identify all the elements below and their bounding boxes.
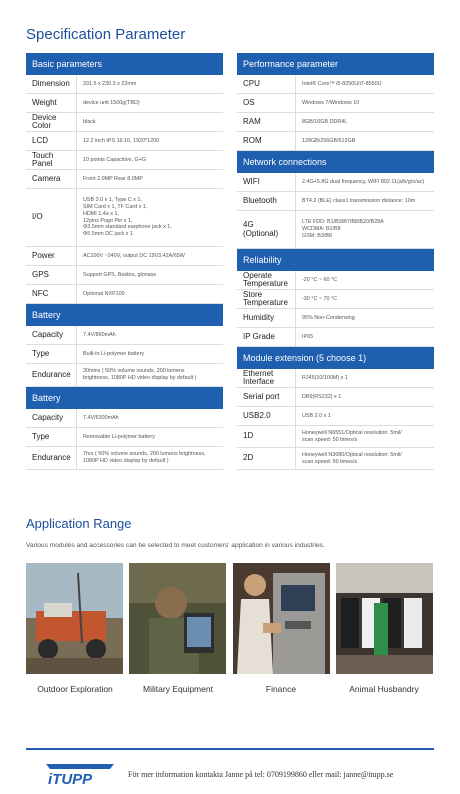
spec-label: USB2.0: [243, 410, 271, 420]
spec-row-ip-grade: [237, 328, 434, 347]
spec-row-endurance: [26, 364, 223, 387]
spec-label: 4G (Optional): [243, 220, 279, 238]
spec-label: LCD: [32, 135, 49, 145]
spec-row-rom: [237, 132, 434, 151]
spec-row-lcd: [26, 132, 223, 151]
spec-value: Intel® Core™ i5-8250U/i7-8550U: [302, 80, 382, 87]
spec-value: Support GPS, Beidou, glonass: [83, 271, 157, 278]
outdoor-exploration-photo: [26, 563, 123, 674]
section-heading-basic: Basic parameters: [26, 53, 223, 75]
spec-label: Camera: [32, 173, 61, 183]
spec-value: -30 °C ~ 70 °C: [302, 295, 338, 302]
spec-value: 7.4V/6300mAh: [83, 414, 119, 421]
spec-value: IP65: [302, 333, 314, 340]
spec-label: Capacity: [32, 329, 64, 339]
spec-value: BT4.2 (BLE) class1 transmission distance: 10m: [302, 197, 416, 204]
application-caption: Finance: [265, 684, 297, 694]
spec-label: Device Color: [32, 112, 57, 130]
spec-row-usb2: [237, 407, 434, 426]
spec-value: Windows 7/Windows 10: [302, 99, 360, 106]
spec-value: Honeywell N3680/Optical resolution: 5mil/ scan speed: 50 times/s: [302, 451, 402, 465]
spec-row-endurance: [26, 447, 223, 470]
spec-row-humidity: [237, 309, 434, 328]
spec-row-power: [26, 247, 223, 266]
spec-value: device unit 1500g(TBD): [83, 99, 140, 106]
spec-value: USB 2.0 x 1: [302, 412, 331, 419]
spec-label: 1D: [243, 431, 254, 441]
spec-value: 7hrs ( 50% volume sounds, 200 lumens brightness, 1080P HD video display by default ): [83, 451, 206, 464]
page-title: Specification Parameter: [26, 26, 186, 43]
spec-row-2d: [237, 448, 434, 470]
spec-label: Humidity: [243, 312, 275, 322]
right-spec-column: [237, 53, 434, 470]
spec-label: Power: [32, 250, 55, 260]
spec-label: Weight: [32, 97, 57, 107]
spec-value: 2.4G+5.8G dual frequency, WIFI 802.11(a/b/g/n/ac): [302, 178, 425, 185]
section-heading-battery: Battery: [26, 304, 223, 326]
spec-label: OS: [243, 97, 255, 107]
spec-row-nfc: [26, 285, 223, 304]
spec-label: Type: [32, 431, 50, 441]
spec-row-operate-temp: [237, 271, 434, 290]
spec-label: Type: [32, 348, 50, 358]
application-range-title: Application Range: [26, 516, 132, 531]
spec-value: Front 2.0MP Rear 8.0MP: [83, 175, 143, 182]
application-caption: Outdoor Exploration: [37, 684, 113, 694]
section-heading-module-extension: Module extension (5 choose 1): [237, 347, 434, 369]
spec-label: ROM: [243, 135, 262, 145]
spec-row-gps: [26, 266, 223, 285]
spec-row-4g: [237, 211, 434, 249]
spec-label: GPS: [32, 269, 49, 279]
spec-value: USB 3.0 x 1, Type C x 1, SIM Card x 1, TF Card x 1, HDMI 1.4a x 1, 12pins Pogo Pin x 1, Φ3.5mm standard earphone jack x 1, Φ5.5mm DC jack x 1: [83, 197, 172, 237]
spec-value: 10 points Capacitive, G+G: [83, 156, 147, 163]
footer-divider: [26, 748, 434, 750]
footer-contact-text: För mer information kontakta Janne på tel: 0709199860 eller mail: janne@itupp.se: [128, 770, 394, 779]
spec-label: Dimension: [32, 78, 70, 88]
application-caption: Military Equipment: [143, 684, 213, 694]
spec-label: Endurance: [32, 369, 71, 379]
spec-label: Touch Panel: [32, 150, 54, 168]
spec-value: RJ45(10/100M) x 1: [302, 374, 348, 381]
spec-label: 2D: [243, 453, 254, 463]
spec-row-serial-port: [237, 388, 434, 407]
spec-label: CPU: [243, 78, 260, 88]
section-heading-performance: Performance parameter: [237, 53, 434, 75]
spec-label: Endurance: [32, 452, 71, 462]
svg-text:iTUPP: iTUPP: [48, 771, 93, 786]
spec-row-os: [237, 94, 434, 113]
spec-row-1d: [237, 426, 434, 448]
spec-value: 12.2 inch IPS 16:10, 1920*1200: [83, 137, 160, 144]
spec-value: -20 °C ~ 60 °C: [302, 276, 338, 283]
spec-value: Honeywell N6551/Optical resolution: 5mil/ scan speed: 50 times/s: [302, 429, 402, 443]
spec-row-ethernet: [237, 369, 434, 388]
spec-value: Optional NXP100: [83, 290, 125, 297]
spec-value: 7.4V/860mAh: [83, 331, 116, 338]
animal-husbandry-photo: [336, 563, 433, 674]
spec-row-dimension: [26, 75, 223, 94]
spec-label: Serial port: [243, 391, 280, 401]
spec-value: LTE FDD: B1/B3/B7/B8/B20/B28A WCDMA: B1/B8 GSM: B3/B8: [302, 219, 384, 239]
left-spec-column: [26, 53, 223, 470]
finance-photo: [233, 563, 330, 674]
spec-row-touch-panel: [26, 151, 223, 170]
spec-row-weight: [26, 94, 223, 113]
spec-row-ram: [237, 113, 434, 132]
spec-value: black: [83, 118, 96, 125]
spec-value: 30mins ( 50% volume sounds, 200 lumens brightness, 1080P HD video display by default ): [83, 368, 197, 381]
spec-value: 8GB/16GB DDR4L: [302, 118, 348, 125]
spec-value: 128GB/256GB/512GB: [302, 137, 356, 144]
section-heading-battery-2: Battery: [26, 387, 223, 409]
itupp-logo: [44, 760, 116, 786]
spec-label: Capacity: [32, 412, 64, 422]
spec-row-capacity: [26, 326, 223, 345]
spec-label: RAM: [243, 116, 261, 126]
spec-value: AC100V ~240V, output DC 19V3.42A/65W: [83, 252, 185, 259]
spec-row-cpu: [237, 75, 434, 94]
spec-row-device-color: [26, 113, 223, 132]
spec-row-camera: [26, 170, 223, 189]
military-equipment-photo: [129, 563, 226, 674]
spec-label: I/O: [32, 212, 43, 222]
spec-value: Removable Li-polymer battery: [83, 433, 155, 440]
application-range-subtitle: Various modules and accessories can be selected to meet customers' application in various industries.: [26, 542, 325, 549]
spec-label: IP Grade: [243, 331, 275, 341]
spec-value: 331.5 x 230.3 x 22mm: [83, 80, 137, 87]
spec-row-capacity: [26, 409, 223, 428]
spec-row-type: [26, 345, 223, 364]
spec-row-bluetooth: [237, 192, 434, 211]
spec-row-wifi: [237, 173, 434, 192]
spec-row-type: [26, 428, 223, 447]
spec-value: DB9(RS232) x 1: [302, 393, 342, 400]
spec-label: Ethernet Interface: [243, 368, 275, 386]
spec-label: Store Temperature: [243, 289, 288, 307]
spec-value: 95% Non-Condensing: [302, 314, 355, 321]
section-heading-reliability: Reliability: [237, 249, 434, 271]
spec-label: Bluetooth: [243, 195, 277, 205]
spec-label: WIFI: [243, 176, 260, 186]
spec-row-store-temp: [237, 290, 434, 309]
spec-row-io: [26, 189, 223, 247]
spec-label: Operate Temperature: [243, 270, 288, 288]
application-caption: Animal Husbandry: [349, 684, 419, 694]
spec-label: NFC: [32, 288, 49, 298]
section-heading-network: Network connections: [237, 151, 434, 173]
spec-value: Built-in Li-polymer battery: [83, 350, 145, 357]
